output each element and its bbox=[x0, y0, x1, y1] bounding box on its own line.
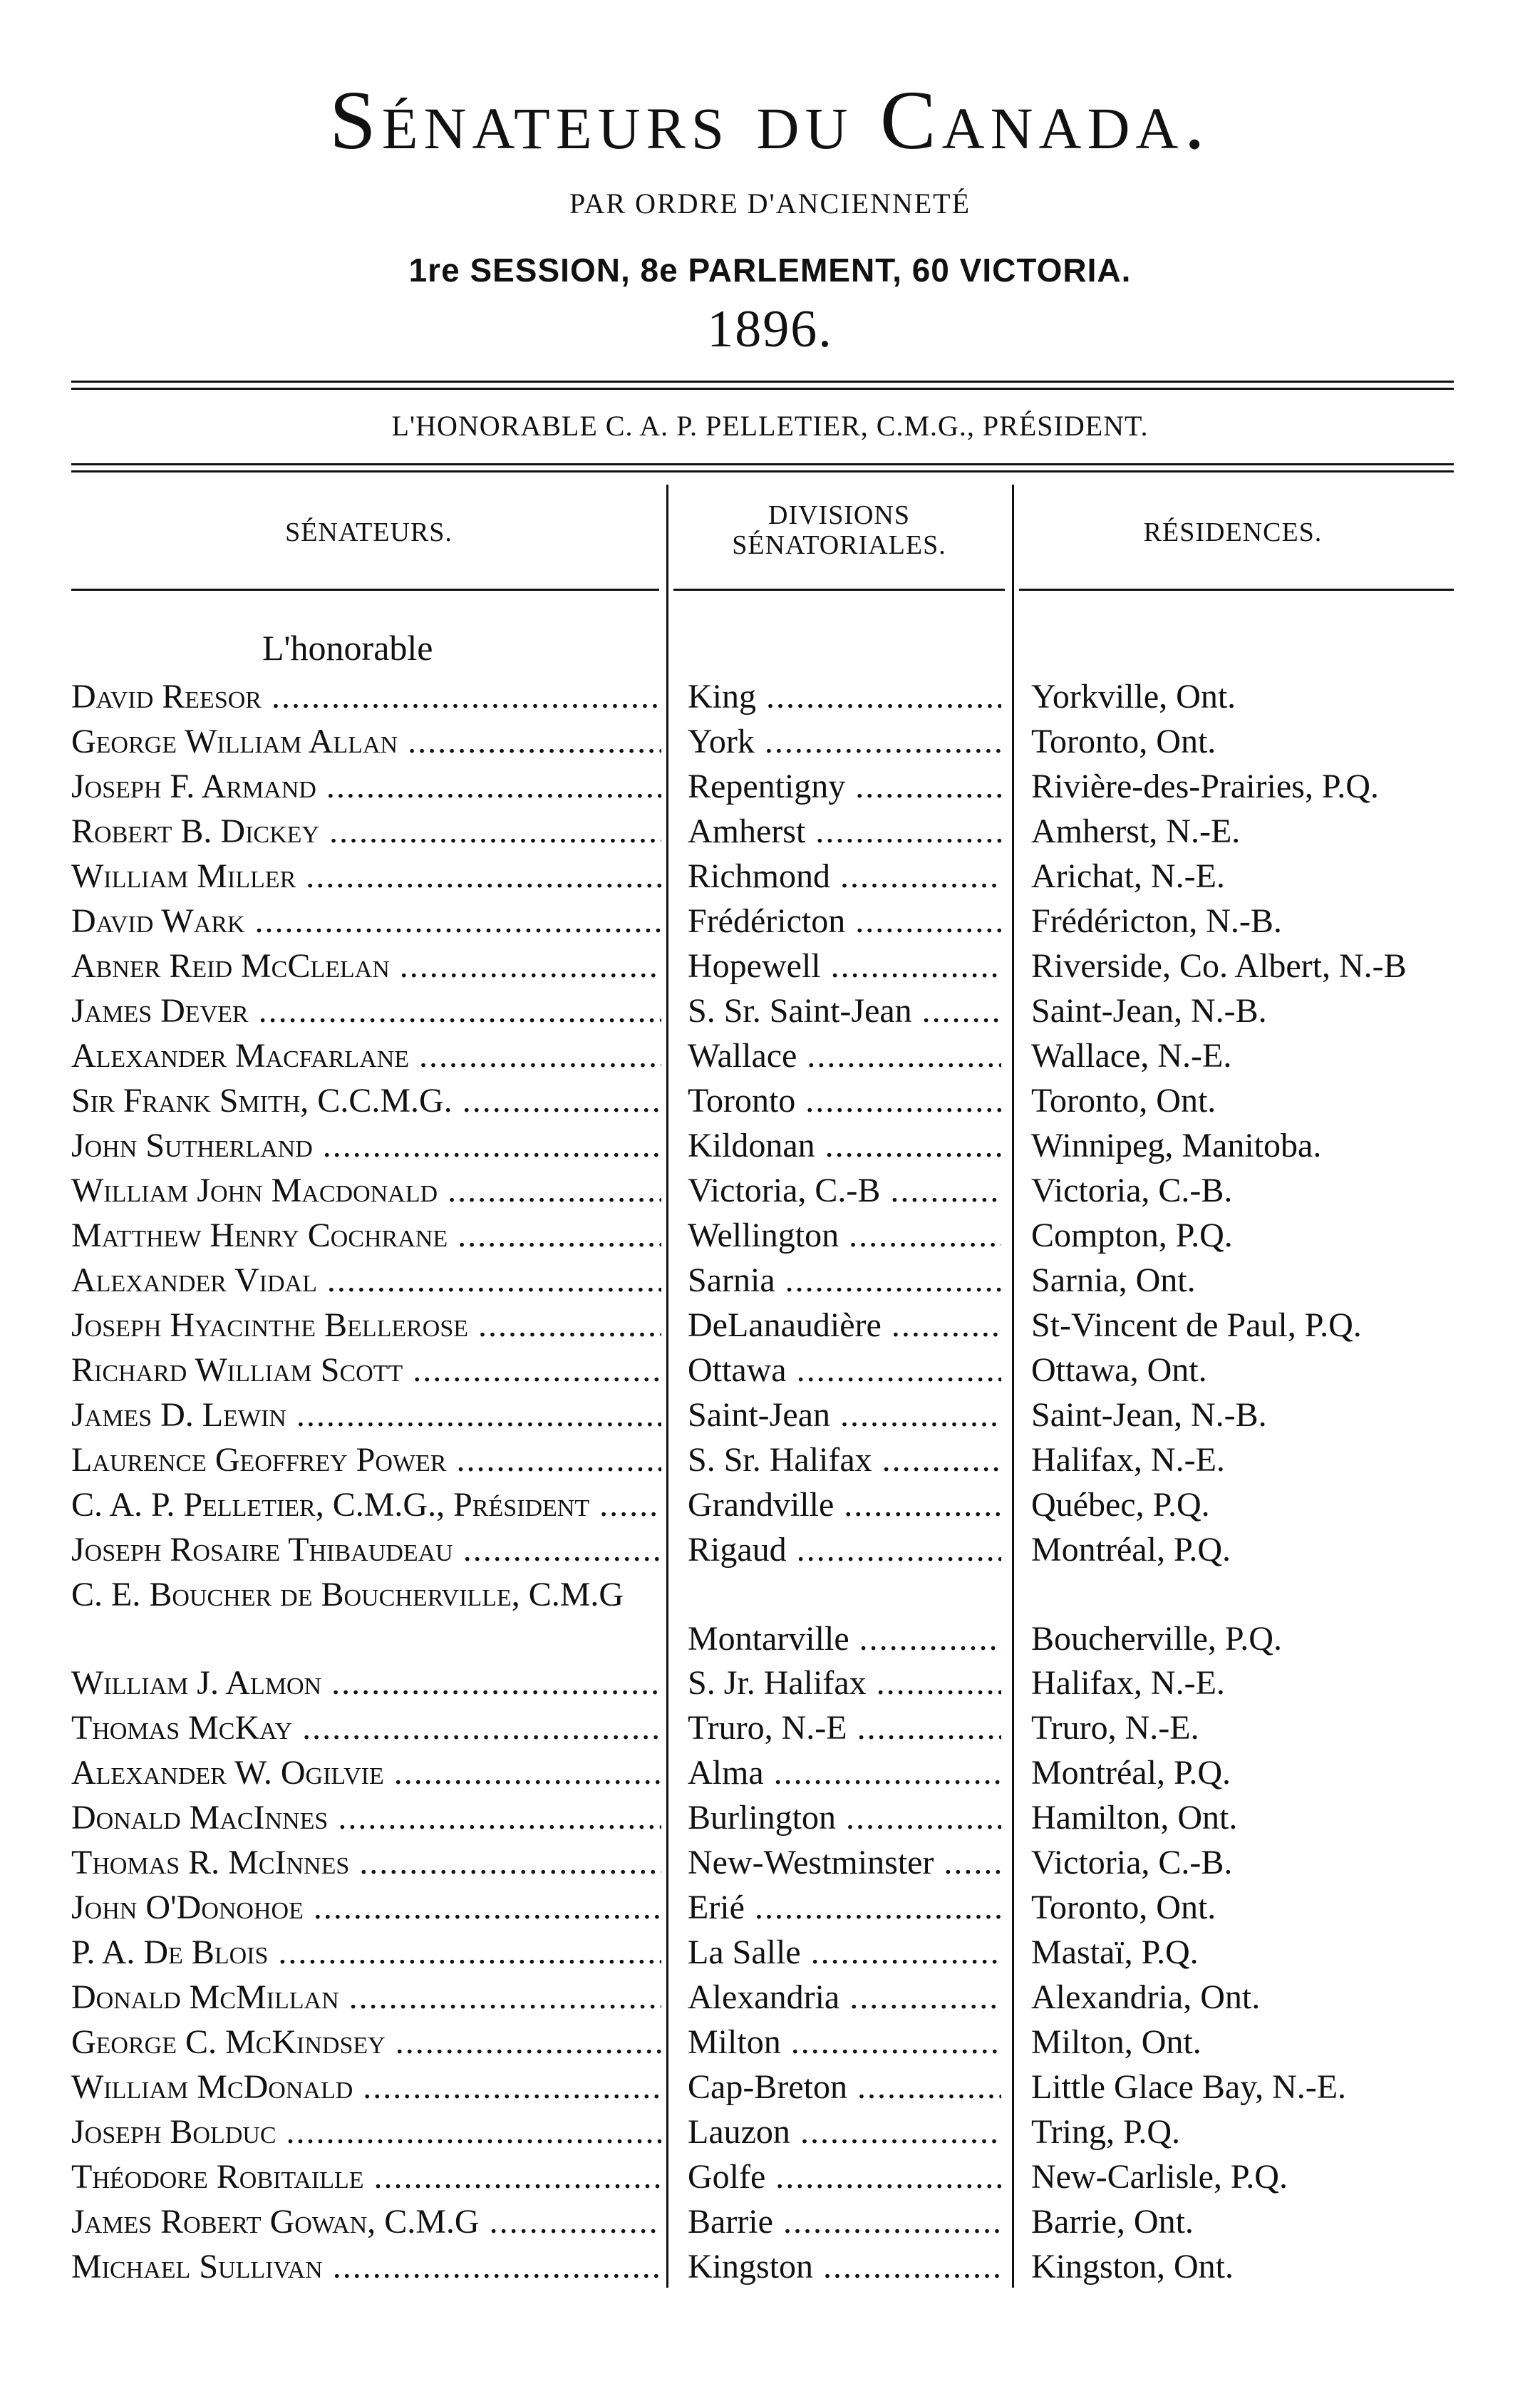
residence: Toronto, Ont. bbox=[1031, 1082, 1216, 1120]
senatorial-division: La Salle ..... bbox=[688, 1931, 1001, 1975]
divider-rule bbox=[71, 470, 1454, 472]
senator-name: Sir Frank Smith, C.C.M.G. ..... bbox=[71, 1079, 661, 1123]
residence: Victoria, C.-B. bbox=[1031, 1172, 1233, 1209]
senator-row bbox=[0, 2245, 1540, 2289]
senator-row bbox=[0, 989, 1540, 1033]
residence: Barrie, Ont. bbox=[1031, 2203, 1194, 2241]
header-senateurs: SÉNATEURS. bbox=[285, 517, 453, 547]
residence: Halifax, N.-E. bbox=[1031, 1664, 1225, 1702]
header-underline bbox=[71, 589, 659, 591]
residence: St-Vincent de Paul, P.Q. bbox=[1031, 1306, 1362, 1344]
senatorial-division: York ..... bbox=[688, 720, 1001, 764]
senatorial-division: Kingston ..... bbox=[688, 2245, 1001, 2289]
senatorial-division: Golfe ..... bbox=[688, 2155, 1001, 2199]
senator-name: C. A. P. Pelletier, C.M.G., Président ..... bbox=[71, 1483, 661, 1527]
senator-row bbox=[0, 2155, 1540, 2199]
senatorial-division: Richmond ..... bbox=[688, 854, 1001, 899]
senatorial-division: Montarville ..... bbox=[688, 1617, 1001, 1661]
senator-row bbox=[0, 2065, 1540, 2109]
senator-row bbox=[0, 1886, 1540, 1930]
senatorial-division: Kildonan ..... bbox=[688, 1124, 1001, 1168]
senator-name: James Dever ..... bbox=[71, 989, 661, 1033]
senator-row bbox=[0, 899, 1540, 944]
senator-name: Alexander Vidal ..... bbox=[71, 1259, 661, 1303]
residence: Little Glace Bay, N.-E. bbox=[1031, 2068, 1347, 2106]
senator-row bbox=[0, 944, 1540, 988]
senatorial-division: Burlington ..... bbox=[688, 1796, 1001, 1840]
divider-rule bbox=[71, 388, 1454, 390]
residence: Toronto, Ont. bbox=[1031, 723, 1216, 760]
senator-row bbox=[0, 1661, 1540, 1705]
senator-row bbox=[0, 2200, 1540, 2244]
senator-row bbox=[0, 1214, 1540, 1258]
senator-row bbox=[0, 1124, 1540, 1168]
header-residences: RÉSIDENCES. bbox=[1143, 517, 1323, 547]
senator-name: Joseph F. Armand ..... bbox=[71, 765, 661, 809]
senator-row bbox=[0, 854, 1540, 899]
senatorial-division: Toronto ..... bbox=[688, 1079, 1001, 1123]
residence: Ottawa, Ont. bbox=[1031, 1351, 1207, 1389]
residence: Tring, P.Q. bbox=[1031, 2113, 1180, 2151]
senator-row bbox=[0, 1573, 1540, 1661]
residence: Toronto, Ont. bbox=[1031, 1889, 1216, 1926]
senatorial-division: Frédéricton ..... bbox=[688, 899, 1001, 944]
senator-name: Théodore Robitaille ..... bbox=[71, 2155, 661, 2199]
senatorial-division: S. Jr. Halifax ..... bbox=[688, 1661, 1001, 1705]
residence: Wallace, N.-E. bbox=[1031, 1037, 1232, 1075]
residence: Amherst, N.-E. bbox=[1031, 812, 1241, 850]
president-line: L'HONORABLE C. A. P. PELLETIER, C.M.G., PRÉSIDENT. bbox=[391, 410, 1149, 442]
residence: Truro, N.-E. bbox=[1031, 1709, 1199, 1747]
senator-name: Thomas McKay ..... bbox=[71, 1706, 661, 1750]
senatorial-division: Milton ..... bbox=[688, 2020, 1001, 2065]
senatorial-division: Lauzon ..... bbox=[688, 2110, 1001, 2154]
residence: Québec, P.Q. bbox=[1031, 1486, 1210, 1524]
residence: Montréal, P.Q. bbox=[1031, 1531, 1231, 1569]
senator-name: George William Allan ..... bbox=[71, 720, 661, 764]
senator-name: James D. Lewin ..... bbox=[71, 1393, 661, 1437]
senatorial-division: Erié ..... bbox=[688, 1886, 1001, 1930]
divider-rule bbox=[71, 381, 1454, 383]
residence: Riverside, Co. Albert, N.-B bbox=[1031, 947, 1407, 985]
senator-name: David Reesor ..... bbox=[71, 675, 661, 719]
senator-row bbox=[0, 720, 1540, 764]
senator-name: Joseph Hyacinthe Bellerose ..... bbox=[71, 1303, 661, 1348]
senator-name: John O'Donohoe ..... bbox=[71, 1886, 661, 1930]
senator-name: James Robert Gowan, C.M.G ..... bbox=[71, 2200, 661, 2244]
senator-row bbox=[0, 2110, 1540, 2154]
senator-name: P. A. De Blois ..... bbox=[71, 1931, 661, 1975]
senatorial-division: Hopewell ..... bbox=[688, 944, 1001, 988]
senatorial-division: Repentigny ..... bbox=[688, 765, 1001, 809]
senator-row bbox=[0, 810, 1540, 854]
senatorial-division: S. Sr. Saint-Jean ..... bbox=[688, 989, 1001, 1033]
senator-name: Alexander W. Ogilvie ..... bbox=[71, 1751, 661, 1795]
senator-name: William McDonald ..... bbox=[71, 2065, 661, 2109]
header-underline bbox=[1019, 589, 1454, 591]
session-line: 1re SESSION, 8e PARLEMENT, 60 VICTORIA. bbox=[408, 252, 1132, 289]
senatorial-division: Barrie ..... bbox=[688, 2200, 1001, 2244]
residence: Milton, Ont. bbox=[1031, 2023, 1201, 2061]
header-underline bbox=[673, 589, 1005, 591]
senator-name: Laurence Geoffrey Power ..... bbox=[71, 1438, 661, 1482]
residence: Saint-Jean, N.-B. bbox=[1031, 992, 1267, 1030]
senator-row bbox=[0, 1303, 1540, 1348]
senator-name: Robert B. Dickey ..... bbox=[71, 810, 661, 854]
senator-name: Alexander Macfarlane ..... bbox=[71, 1034, 661, 1078]
senator-row bbox=[0, 1528, 1540, 1572]
honorable-label: L'honorable bbox=[262, 628, 433, 668]
senator-name: William J. Almon ..... bbox=[71, 1661, 661, 1705]
senator-name: Thomas R. McInnes ..... bbox=[71, 1841, 661, 1885]
senator-row bbox=[0, 1751, 1540, 1795]
senatorial-division: Grandville ..... bbox=[688, 1483, 1001, 1527]
header-divisions-line-2: SÉNATORIALES. bbox=[732, 530, 946, 560]
residence: Kingston, Ont. bbox=[1031, 2248, 1234, 2286]
residence: Mastaï, P.Q. bbox=[1031, 1933, 1199, 1971]
page-subtitle: PAR ORDRE D'ANCIENNETÉ bbox=[569, 187, 971, 220]
senator-name: Michael Sullivan ..... bbox=[71, 2245, 661, 2289]
residence: Hamilton, Ont. bbox=[1031, 1799, 1238, 1837]
senator-row bbox=[0, 1169, 1540, 1213]
senatorial-division: New-Westminster ..... bbox=[688, 1841, 1001, 1885]
senatorial-division: Victoria, C.-B ..... bbox=[688, 1169, 1001, 1213]
senator-row bbox=[0, 1841, 1540, 1885]
senatorial-division: Truro, N.-E ..... bbox=[688, 1706, 1001, 1750]
senator-row bbox=[0, 1931, 1540, 1975]
senator-row bbox=[0, 1079, 1540, 1123]
senator-name: Abner Reid McClelan ..... bbox=[71, 944, 661, 988]
senator-name: Joseph Bolduc ..... bbox=[71, 2110, 661, 2154]
senatorial-division: Alma ..... bbox=[688, 1751, 1001, 1795]
senator-row bbox=[0, 765, 1540, 809]
senator-name: Donald MacInnes ..... bbox=[71, 1796, 661, 1840]
senator-row bbox=[0, 1348, 1540, 1393]
header-divisions-line-1: DIVISIONS bbox=[768, 500, 910, 530]
senator-row bbox=[0, 1976, 1540, 2020]
senatorial-division: Sarnia ..... bbox=[688, 1259, 1001, 1303]
senator-name: Matthew Henry Cochrane ..... bbox=[71, 1214, 661, 1258]
senator-name: George C. McKindsey ..... bbox=[71, 2020, 661, 2065]
senatorial-division: Saint-Jean ..... bbox=[688, 1393, 1001, 1437]
residence: Winnipeg, Manitoba. bbox=[1031, 1127, 1322, 1164]
senator-row bbox=[0, 1706, 1540, 1750]
senatorial-division: DeLanaudière ..... bbox=[688, 1303, 1001, 1348]
senatorial-division: Wellington ..... bbox=[688, 1214, 1001, 1258]
residence: Sarnia, Ont. bbox=[1031, 1261, 1196, 1299]
senatorial-division: Ottawa ..... bbox=[688, 1348, 1001, 1393]
senatorial-division: Alexandria ..... bbox=[688, 1976, 1001, 2020]
senatorial-division: Cap-Breton ..... bbox=[688, 2065, 1001, 2109]
senatorial-division: Rigaud ..... bbox=[688, 1528, 1001, 1572]
senator-name: David Wark ..... bbox=[71, 899, 661, 944]
residence: Frédéricton, N.-B. bbox=[1031, 902, 1282, 940]
senatorial-division: S. Sr. Halifax ..... bbox=[688, 1438, 1001, 1482]
year-line: 1896. bbox=[707, 300, 833, 358]
residence: Saint-Jean, N.-B. bbox=[1031, 1396, 1267, 1434]
senator-name: William Miller ..... bbox=[71, 854, 661, 899]
residence: Boucherville, P.Q. bbox=[1031, 1620, 1282, 1658]
senator-row bbox=[0, 1796, 1540, 1840]
residence: Montréal, P.Q. bbox=[1031, 1754, 1231, 1792]
senator-row bbox=[0, 1393, 1540, 1437]
senator-name: Richard William Scott ..... bbox=[71, 1348, 661, 1393]
senator-row bbox=[0, 2020, 1540, 2065]
senatorial-division: Wallace ..... bbox=[688, 1034, 1001, 1078]
senator-name: John Sutherland ..... bbox=[71, 1124, 661, 1168]
residence: Alexandria, Ont. bbox=[1031, 1978, 1261, 2016]
senator-name: Donald McMillan ..... bbox=[71, 1976, 661, 2020]
senator-row bbox=[0, 675, 1540, 719]
residence: Yorkville, Ont. bbox=[1031, 678, 1236, 716]
divider-rule bbox=[71, 463, 1454, 465]
page-title: Sénateurs du Canada. bbox=[329, 73, 1211, 167]
residence: Victoria, C.-B. bbox=[1031, 1844, 1233, 1881]
senator-row bbox=[0, 1483, 1540, 1527]
senator-name: C. E. Boucher de Boucherville, C.M.G bbox=[71, 1576, 624, 1613]
residence: New-Carlisle, P.Q. bbox=[1031, 2158, 1288, 2196]
senator-row bbox=[0, 1034, 1540, 1078]
residence: Arichat, N.-E. bbox=[1031, 857, 1225, 895]
residence: Rivière-des-Prairies, P.Q. bbox=[1031, 768, 1379, 805]
senator-name: William John Macdonald ..... bbox=[71, 1169, 661, 1213]
residence: Halifax, N.-E. bbox=[1031, 1441, 1225, 1479]
senator-row bbox=[0, 1259, 1540, 1303]
residence: Compton, P.Q. bbox=[1031, 1217, 1233, 1254]
senator-name: Joseph Rosaire Thibaudeau ..... bbox=[71, 1528, 661, 1572]
senatorial-division: King ..... bbox=[688, 675, 1001, 719]
senator-row bbox=[0, 1438, 1540, 1482]
senatorial-division: Amherst ..... bbox=[688, 810, 1001, 854]
